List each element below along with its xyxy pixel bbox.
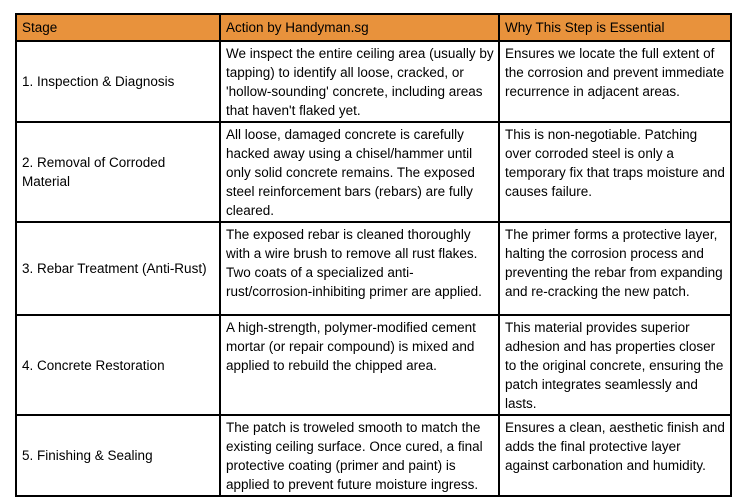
stage-cell: 5. Finishing & Sealing bbox=[16, 415, 220, 496]
why-cell: This is non-negotiable. Patching over corroded steel is only a temporary fix that traps moisture and causes failure. bbox=[499, 122, 731, 222]
table-row bbox=[16, 122, 731, 222]
stage-cell: 4. Concrete Restoration bbox=[16, 315, 220, 415]
repair-process-table-container bbox=[15, 13, 732, 497]
stage-cell: 1. Inspection & Diagnosis bbox=[16, 41, 220, 122]
table-row bbox=[16, 41, 731, 122]
action-cell: The exposed rebar is cleaned thoroughly with a wire brush to remove all rust flakes. Two coats of a specialized anti-rust/corrosion-inhibiting primer are applied. bbox=[220, 222, 499, 315]
table-row bbox=[16, 222, 731, 315]
action-cell: The patch is troweled smooth to match the existing ceiling surface. Once cured, a final protective coating (primer and paint) is applied to prevent future moisture ingress. bbox=[220, 415, 499, 496]
stage-cell: 3. Rebar Treatment (Anti-Rust) bbox=[16, 222, 220, 315]
stage-cell: 2. Removal of Corroded Material bbox=[16, 122, 220, 222]
table-row bbox=[16, 415, 731, 496]
why-cell: Ensures we locate the full extent of the corrosion and prevent immediate recurrence in adjacent areas. bbox=[499, 41, 731, 122]
action-cell: All loose, damaged concrete is carefully hacked away using a chisel/hammer until only solid concrete remains. The exposed steel reinforcement bars (rebars) are fully cleared. bbox=[220, 122, 499, 222]
header-why: Why This Step is Essential bbox=[499, 14, 731, 41]
table-row bbox=[16, 315, 731, 415]
why-cell: The primer forms a protective layer, halting the corrosion process and preventing the rebar from expanding and re-cracking the new patch. bbox=[499, 222, 731, 315]
action-cell: We inspect the entire ceiling area (usually by tapping) to identify all loose, cracked, or 'hollow-sounding' concrete, including areas that haven't flaked yet. bbox=[220, 41, 499, 122]
why-cell: This material provides superior adhesion and has properties closer to the original concrete, ensuring the patch integrates seamlessly and lasts. bbox=[499, 315, 731, 415]
action-cell: A high-strength, polymer-modified cement mortar (or repair compound) is mixed and applied to rebuild the chipped area. bbox=[220, 315, 499, 415]
header-stage: Stage bbox=[16, 14, 220, 41]
why-cell: Ensures a clean, aesthetic finish and adds the final protective layer against carbonation and humidity. bbox=[499, 415, 731, 496]
header-action: Action by Handyman.sg bbox=[220, 14, 499, 41]
repair-process-table bbox=[15, 13, 732, 497]
table-header-row bbox=[16, 14, 731, 41]
